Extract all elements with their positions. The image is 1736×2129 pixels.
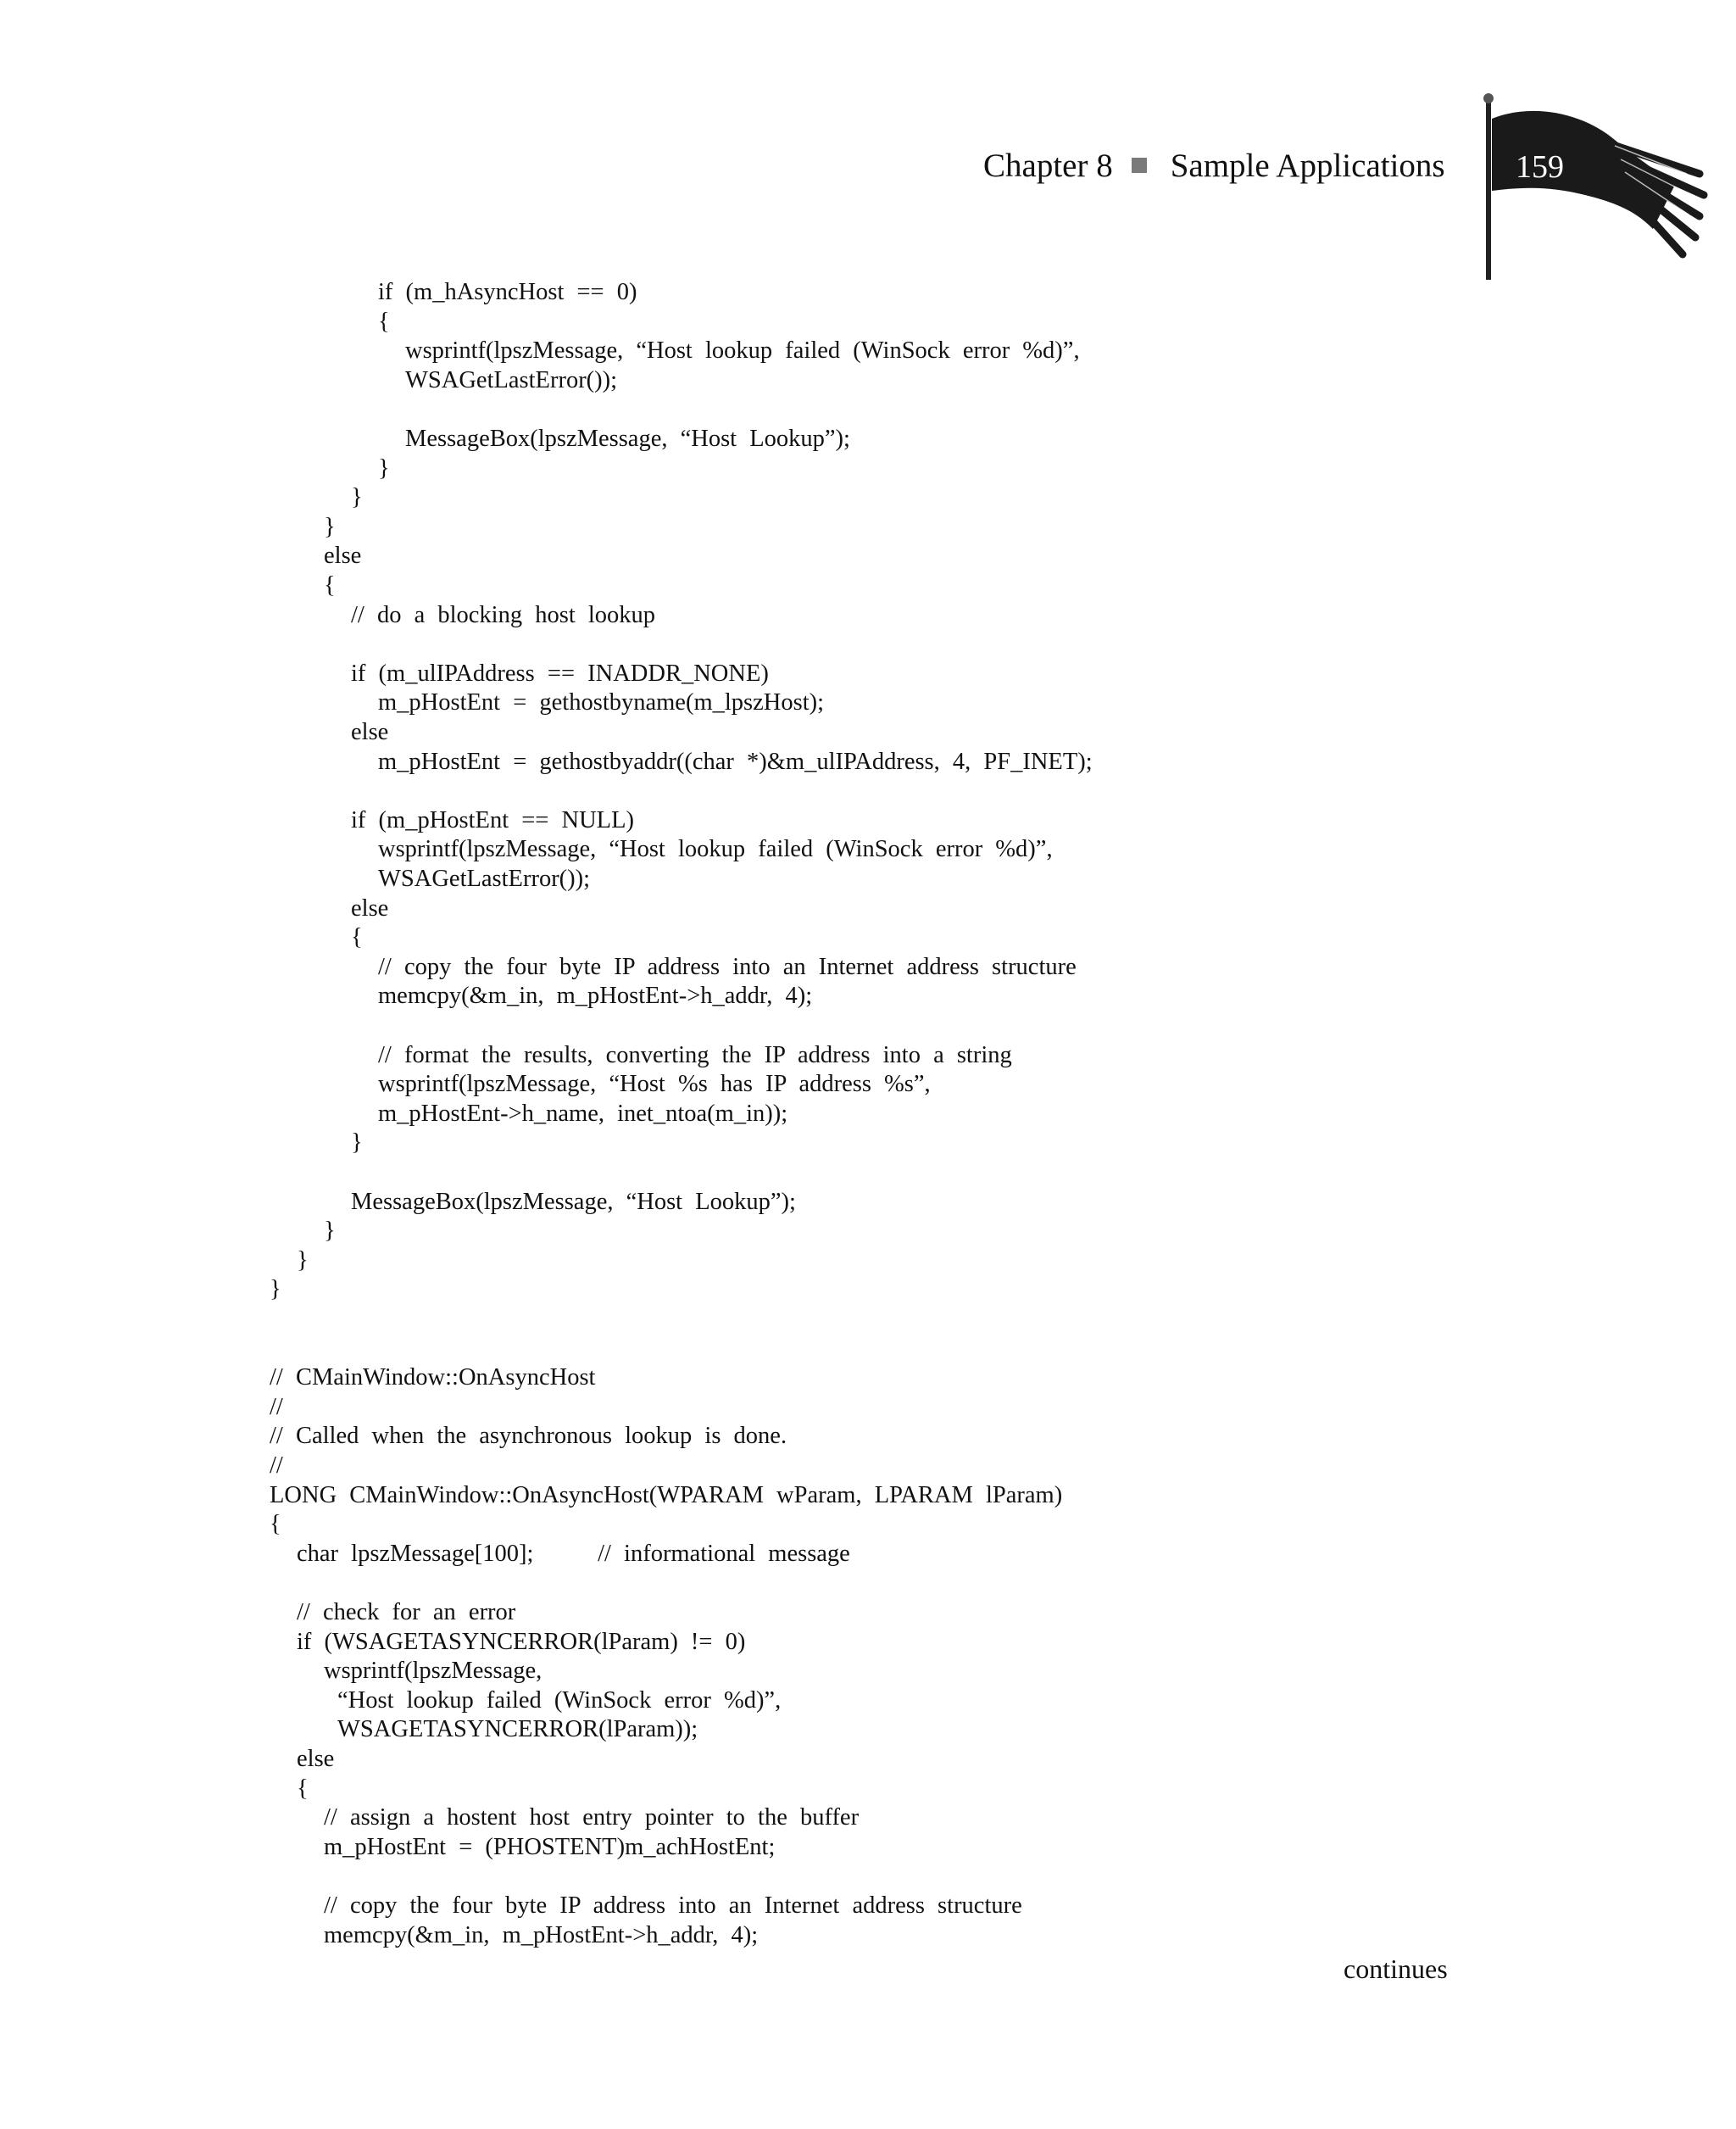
code-line: wsprintf(lpszMessage, “Host lookup failed (WinSock error %d)”, [378,836,1053,863]
code-line: if (m_ulIPAddress == INADDR_NONE) [351,660,769,687]
code-line: { [351,924,363,951]
code-line: memcpy(&m_in, m_pHostEnt->h_addr, 4); [378,983,813,1010]
code-line: } [297,1246,309,1273]
code-line: m_pHostEnt = gethostbyname(m_lpszHost); [378,689,825,716]
code-line: } [324,513,336,540]
code-line: WSAGetLastError()); [378,866,591,892]
code-line: // format the results, converting the IP address into a string [378,1041,1012,1068]
code-line: { [270,1511,281,1538]
windsock-flag-icon [1458,93,1712,288]
code-line: { [297,1775,309,1802]
code-line: memcpy(&m_in, m_pHostEnt->h_addr, 4); [324,1921,759,1948]
code-line: // CMainWindow::OnAsyncHost [270,1364,596,1391]
continues-label: continues [1344,1953,1448,1984]
page-number: 159 [1516,149,1564,185]
chapter-title: Sample Applications [1170,147,1445,184]
code-line: } [378,454,390,482]
code-line: // do a blocking host lookup [351,601,656,628]
code-line: “Host lookup failed (WinSock error %d)”, [337,1686,782,1714]
separator-square-icon [1132,158,1147,173]
code-line: } [270,1276,281,1303]
code-line: m_pHostEnt->h_name, inet_ntoa(m_in)); [378,1100,788,1127]
code-line: m_pHostEnt = gethostbyaddr((char *)&m_ulIPAddress, 4, PF_INET); [378,748,1093,775]
code-line: m_pHostEnt = (PHOSTENT)m_achHostEnt; [324,1833,776,1860]
code-line: wsprintf(lpszMessage, [324,1658,542,1685]
code-line: } [324,1218,336,1245]
code-line: else [297,1746,335,1772]
code-line: { [378,308,390,335]
code-line: { [324,572,336,599]
code-line: else [324,543,362,570]
code-line: // [270,1393,283,1420]
code-line: LONG CMainWindow::OnAsyncHost(WPARAM wParam, LPARAM lParam) [270,1481,1063,1508]
running-header [983,140,1445,191]
code-line: MessageBox(lpszMessage, “Host Lookup”); [351,1188,796,1215]
chapter-label: Chapter 8 [983,147,1113,184]
code-line: WSAGetLastError()); [405,366,618,393]
code-line: // Called when the asynchronous lookup is done. [270,1423,787,1450]
code-line: // [270,1452,283,1479]
code-line: if (m_pHostEnt == NULL) [351,806,634,833]
code-line: // copy the four byte IP address into an Internet address structure [324,1892,1022,1919]
code-line: } [351,484,363,511]
code-line: // copy the four byte IP address into an Internet address structure [378,953,1077,980]
code-line: wsprintf(lpszMessage, “Host lookup failed (WinSock error %d)”, [405,337,1080,365]
code-line: else [351,895,389,922]
code-line: MessageBox(lpszMessage, “Host Lookup”); [405,426,850,452]
code-line: } [351,1129,363,1156]
code-line: if (m_hAsyncHost == 0) [378,279,637,305]
code-line: else [351,719,389,745]
code-line: wsprintf(lpszMessage, “Host %s has IP address %s”, [378,1071,931,1098]
code-line: if (WSAGETASYNCERROR(lParam) != 0) [297,1628,746,1655]
code-line: WSAGETASYNCERROR(lParam)); [337,1716,698,1743]
code-line: char lpszMessage[100]; // informational message [297,1540,850,1567]
code-line: // check for an error [297,1599,516,1625]
code-line: // assign a hostent host entry pointer to the buffer [324,1804,860,1831]
